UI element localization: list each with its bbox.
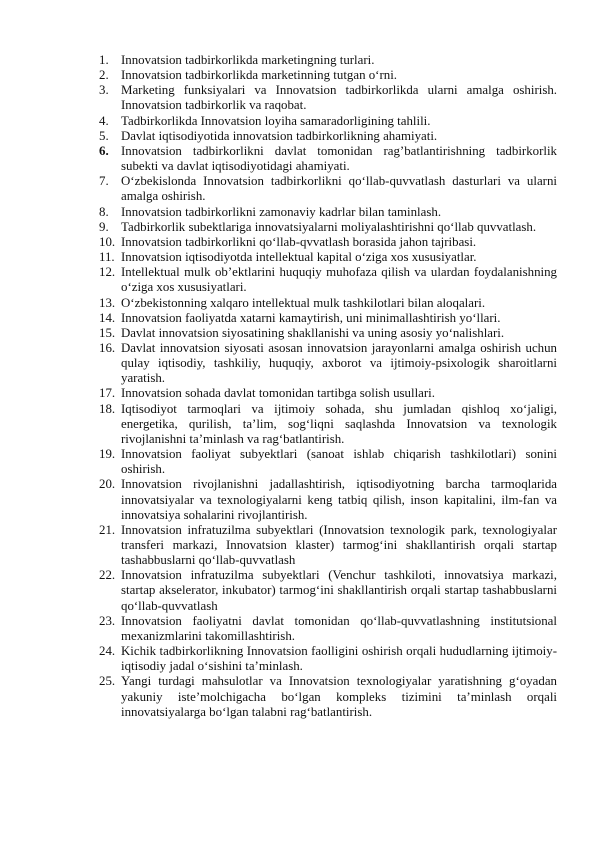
item-text: Innovatsion tadbirkorlikda marketinning tutgan o‘rni. bbox=[121, 68, 398, 83]
item-number: 13. bbox=[99, 295, 116, 310]
list-item bbox=[99, 174, 557, 204]
list-item bbox=[99, 296, 557, 311]
item-number: 19. bbox=[99, 447, 116, 462]
item-number: 3. bbox=[99, 83, 109, 98]
list-item bbox=[99, 68, 557, 83]
item-text: Yangi turdagi mahsulotlar va Innovatsion texnologiyalar yaratishning g‘oyadan yakuniy iste’molchigacha bo‘lgan kompleks tizimini ta’minlash orqali innovatsiyalarga bo‘lgan talabni rag‘batlantirish. bbox=[121, 674, 557, 719]
item-number: 11. bbox=[99, 250, 115, 265]
item-number: 7. bbox=[99, 174, 109, 189]
document-page bbox=[99, 53, 557, 720]
item-number: 20. bbox=[99, 477, 116, 492]
item-number: 4. bbox=[99, 113, 109, 128]
item-number: 15. bbox=[99, 325, 116, 340]
list-item bbox=[99, 235, 557, 250]
item-number: 22. bbox=[99, 568, 116, 583]
list-item bbox=[99, 53, 557, 68]
list-item bbox=[99, 326, 557, 341]
item-number: 17. bbox=[99, 386, 116, 401]
item-text: Tadbirkorlikda Innovatsion loyiha samaradorligining tahlili. bbox=[121, 113, 431, 128]
item-number: 25. bbox=[99, 674, 116, 689]
item-number: 21. bbox=[99, 522, 116, 537]
item-text: Davlat innovatsion siyosati asosan innovatsion jarayonlarni amalga oshirish uchun qulay iqtisodiy, tashkiliy, huquqiy, axborot va ijtimoiy-psixologik sharoitlarni yaratish. bbox=[121, 340, 557, 386]
list-item bbox=[99, 250, 557, 265]
list-item bbox=[99, 205, 557, 220]
item-text: Innovatsion tadbirkorlikni zamonaviy kadrlar bilan taminlash. bbox=[121, 204, 442, 219]
item-text: Intellektual mulk ob’ektlarini huquqiy muhofaza qilish va ulardan foydalanishning o‘ziga xos xususiyatlari. bbox=[121, 265, 557, 295]
list-item bbox=[99, 402, 557, 447]
list-item bbox=[99, 311, 557, 326]
item-text: O‘zbekislonda Innovatsion tadbirkorlikni qo‘llab-quvvatlash dasturlari va ularni amalga oshirish. bbox=[121, 174, 557, 204]
item-text: Innovatsion faoliyatni davlat tomonidan qo‘llab-quvvatlashning institutsional mexanizmlarini takomillashtirish. bbox=[121, 613, 557, 643]
list-item bbox=[99, 129, 557, 144]
list-item bbox=[99, 386, 557, 401]
list-item bbox=[99, 614, 557, 644]
item-text: Innovatsion faoliyat subyektlari (sanoat ishlab chiqarish tashkilotlari) sonini oshirish. bbox=[121, 447, 557, 477]
item-number: 10. bbox=[99, 234, 116, 249]
item-text: Davlat innovatsion siyosatining shakllanishi va uning asosiy yo‘nalishlari. bbox=[121, 325, 505, 340]
item-text: Innovatsion faoliyatda xatarni kamaytirish, uni minimallashtirish yo‘llari. bbox=[121, 310, 501, 325]
item-number: 14. bbox=[99, 310, 116, 325]
list-item bbox=[99, 83, 557, 113]
list-item bbox=[99, 220, 557, 235]
item-text: Innovatsion tadbirkorlikni davlat tomonidan rag’batlantirishning tadbirkorlik subekti va davlat iqtisodiyotidagi ahamiyati. bbox=[121, 143, 557, 174]
item-number: 6. bbox=[99, 143, 109, 158]
list-item bbox=[99, 447, 557, 477]
list-item bbox=[99, 341, 557, 386]
list-item bbox=[99, 265, 557, 295]
item-text: Kichik tadbirkorlikning Innovatsion faolligini oshirish orqali hududlarning ijtimoiy-iqtisodiy jadal o‘sishini ta’minlash. bbox=[121, 644, 557, 674]
item-number: 8. bbox=[99, 204, 109, 219]
list-item bbox=[99, 477, 557, 522]
item-text: Innovatsion infratuzilma subyektlari (Innovatsion texnologik park, texnologiyalar transferi markazi, Innovatsion klaster) tarmog‘ini shakllantirish orqali startap tashabbuslarni qo‘llab-quvvatlash bbox=[121, 522, 557, 568]
item-text: Iqtisodiyot tarmoqlari va ijtimoiy sohada, shu jumladan qishloq xo‘jaligi, energetika, qurilish, ta’lim, sog‘liqni saqlashda Innovatsion va texnologik rivojlanishni ta’minlash va rag‘batlantirish. bbox=[121, 401, 557, 446]
item-number: 18. bbox=[99, 401, 116, 416]
item-text: Innovatsion infratuzilma subyektlari (Venchur tashkiloti, innovatsiya markazi, startap akselerator, inkubator) tarmog‘ini shakllantirish orqali startap tashabbuslarni qo‘llab-quvvatlash bbox=[121, 568, 557, 613]
item-number: 12. bbox=[99, 265, 116, 280]
item-text: O‘zbekistonning xalqaro intellektual mulk tashkilotlari bilan aloqalari. bbox=[121, 295, 486, 310]
item-text: Innovatsion sohada davlat tomonidan tartibga solish usullari. bbox=[121, 386, 435, 401]
item-text: Davlat iqtisodiyotida innovatsion tadbirkorlikning ahamiyati. bbox=[121, 128, 438, 143]
item-number: 24. bbox=[99, 644, 116, 659]
item-number: 1. bbox=[99, 53, 109, 67]
item-text: Tadbirkorlik subektlariga innovatsiyalarni moliyalashtirishni qo‘llab quvvatlash. bbox=[121, 219, 537, 234]
list-item bbox=[99, 674, 557, 719]
item-number: 2. bbox=[99, 68, 109, 83]
list-item bbox=[99, 568, 557, 613]
item-number: 16. bbox=[99, 340, 116, 355]
topic-list bbox=[99, 53, 557, 720]
item-number: 9. bbox=[99, 219, 109, 234]
item-text: Innovatsion tadbirkorlikda marketingning turlari. bbox=[121, 53, 375, 67]
list-item bbox=[99, 644, 557, 674]
item-text: Innovatsion rivojlanishni jadallashtirish, iqtisodiyotning barcha tarmoqlarida innovatsiyalar va texnologiyalarni keng tatbiq qilish, inson kapitalini, ilm-fan va innovatsiya sohalarini rivojlantirish. bbox=[121, 477, 557, 522]
item-text: Marketing funksiyalari va Innovatsion tadbirkorlikda ularni amalga oshirish. Innovatsion tadbirkorlik va raqobat. bbox=[121, 83, 557, 113]
list-item bbox=[99, 144, 557, 174]
item-text: Innovatsion tadbirkorlikni qo‘llab-qvvatlash borasida jahon tajribasi. bbox=[121, 234, 477, 249]
item-number: 5. bbox=[99, 128, 109, 143]
item-text: Innovatsion iqtisodiyotda intellektual kapital o‘ziga xos xususiyatlar. bbox=[121, 250, 477, 265]
list-item bbox=[99, 523, 557, 568]
item-number: 23. bbox=[99, 613, 116, 628]
list-item bbox=[99, 114, 557, 129]
